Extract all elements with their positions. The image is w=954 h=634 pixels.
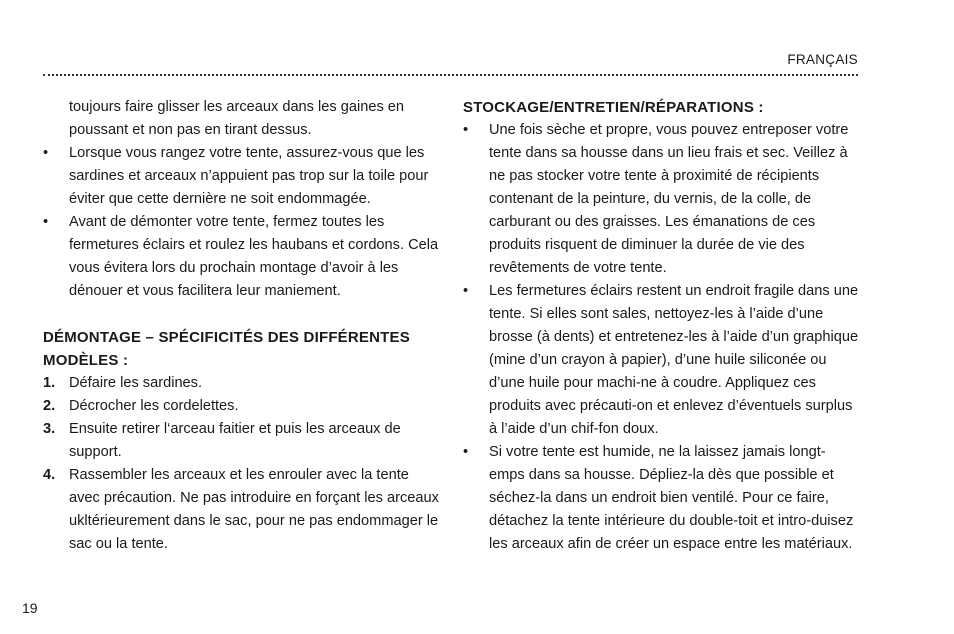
left-column	[43, 96, 439, 556]
bullet-marker: •	[463, 444, 469, 460]
step-text: Rassembler les arceaux et les enrouler avec la tente avec précaution. Ne pas introduire en forçant les arceaux ukltérieurement dans le sac, pour ne pas endommager le sac ou la tente.	[69, 467, 439, 552]
list-item	[463, 441, 859, 556]
bullet-marker: •	[43, 214, 49, 230]
language-label: FRANÇAIS	[787, 52, 858, 67]
step-number: 1.	[43, 375, 56, 391]
list-item-text: Lorsque vous rangez votre tente, assurez-vous que les sardines et arceaux n’appuient pas trop sur la toile pour éviter que cette dernière ne soit endommagée.	[69, 145, 429, 207]
dotted-divider	[43, 74, 858, 76]
continued-paragraph: toujours faire glisser les arceaux dans les gaines en poussant et non pas en tirant dessus.	[69, 99, 405, 138]
step-text: Ensuite retirer l‘arceau faitier et puis les arceaux de support.	[69, 421, 401, 460]
step-item	[43, 418, 439, 464]
list-item	[43, 142, 439, 211]
bullet-marker: •	[463, 122, 469, 138]
step-number: 3.	[43, 421, 56, 437]
list-item	[43, 211, 439, 303]
list-item	[463, 280, 859, 441]
step-item	[43, 464, 439, 556]
step-item	[43, 395, 439, 418]
list-item-text: Une fois sèche et propre, vous pouvez entreposer votre tente dans sa housse dans un lieu frais et sec. Veillez à ne pas stocker votre tente à proximité de récipients contenant de la peinture, du vernis, de la colle, de carburant ou des graisses. Les émanations de ces produits risquent de diminuer la durée de vie des revêtements de votre tente.	[489, 122, 849, 276]
step-item	[43, 372, 439, 395]
right-column	[463, 96, 859, 556]
list-item-text: Si votre tente est humide, ne la laissez jamais longt-emps dans sa housse. Dépliez-la dès que possible et séchez-la dans un endroit bien ventilé. Pour ce faire, détachez la tente intérieure du double-toit et intro-duisez les arceaux afin de créer un espace entre les matériaux.	[489, 444, 854, 552]
section-heading-demontage: DÉMONTAGE – SPÉCIFICITÉS DES DIFFÉRENTES MODÈLES :	[43, 329, 410, 369]
list-item-text: Les fermetures éclairs restent un endroit fragile dans une tente. Si elles sont sales, nettoyez-les à l’aide d’une brosse (à dents) et entretenez-les à l’aide d’un graphique (mine d’un crayon à papier), d’une huile siliconée ou d’une huile pour machi-ne à coudre. Appliquez ces produits avec précauti-on et enlevez d’éventuels surplus à l’aide d’un chif-fon doux.	[489, 283, 859, 437]
step-text: Décrocher les cordelettes.	[69, 398, 239, 414]
bullet-marker: •	[463, 283, 469, 299]
step-number: 4.	[43, 467, 56, 483]
list-item-text: Avant de démonter votre tente, fermez toutes les fermetures éclairs et roulez les haubans et cordons. Cela vous évitera lors du prochain montage d’avoir à les dénouer et vous facilitera leur maniement.	[69, 214, 439, 299]
bullet-marker: •	[43, 145, 49, 161]
list-item	[463, 119, 859, 280]
section-heading-stockage: STOCKAGE/ENTRETIEN/RÉPARATIONS :	[463, 99, 764, 116]
step-text: Défaire les sardines.	[69, 375, 203, 391]
step-number: 2.	[43, 398, 56, 414]
page-number: 19	[22, 600, 38, 616]
